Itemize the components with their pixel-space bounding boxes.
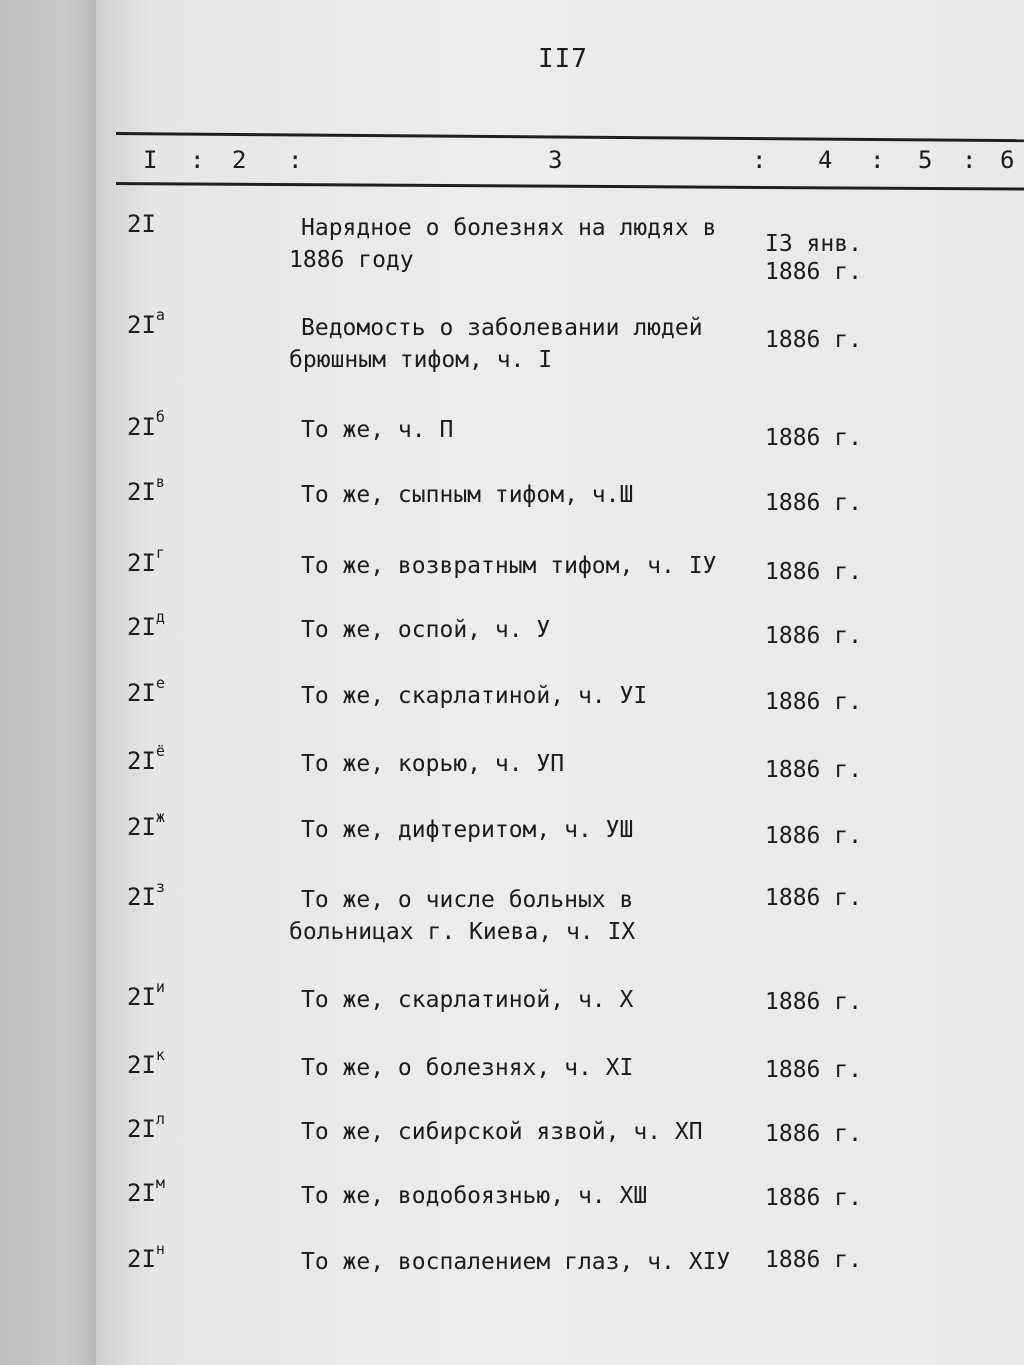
entry-title: То же, оспой, ч. У [301, 617, 551, 643]
entry-number-suffix: а [155, 306, 165, 324]
entry-number: $2I^и$ [127, 978, 165, 1011]
entry-title: То же, скарлатиной, ч. УI [301, 683, 648, 709]
entry-date-year: 1886 г. [765, 490, 862, 516]
entry-title: Нарядное о болезнях на людях в 1886 году [289, 215, 717, 273]
entry-title: То же, корью, ч. УП [301, 751, 565, 777]
header-separator: : [288, 146, 303, 174]
entry-date-year: 1886 г. [765, 1057, 862, 1083]
entry-title: Ведомость о заболевании людей брюшным тифом, ч. I [289, 315, 703, 373]
header-separator: : [752, 146, 767, 174]
entry-number: 2I [127, 210, 156, 238]
entry-date-year: 1886 г. [765, 623, 862, 649]
header-col-5: 5 [918, 146, 933, 174]
entry-number-suffix: в [155, 473, 165, 491]
entry-number-suffix: и [155, 978, 165, 996]
entry-date-year: 1886 г. [765, 259, 862, 285]
entry-number: $2I^ж$ [127, 808, 165, 841]
header-separator: : [962, 146, 977, 174]
entry-title: То же, сыпным тифом, ч.Ш [301, 482, 634, 508]
entry-number-suffix: д [155, 608, 165, 626]
entry-number-suffix: е [155, 674, 165, 692]
entry-number-suffix: з [155, 878, 165, 896]
entry-number: $2I^б$ [127, 408, 165, 441]
entry-number: $2I^а$ [127, 306, 165, 339]
entry-date-year: 1886 г. [765, 1247, 862, 1273]
entry-date-year: 1886 г. [765, 823, 862, 849]
entry-number-suffix: н [155, 1240, 165, 1258]
entry-number: $2I^к$ [127, 1046, 165, 1079]
entry-number: $2I^м$ [127, 1174, 165, 1207]
entry-title: То же, о числе больных в больницах г. Киева, ч. IХ [289, 887, 636, 945]
entry-number-suffix: ж [155, 808, 165, 826]
entry-date-year: 1886 г. [765, 425, 862, 451]
entry-date-year: 1886 г. [765, 885, 862, 911]
entry-date-year: 1886 г. [765, 689, 862, 715]
header-separator: : [870, 146, 885, 174]
entry-date-year: 1886 г. [765, 989, 862, 1015]
entry-date-day: I3 янв. [765, 231, 862, 257]
entry-number-suffix: г [155, 544, 165, 562]
entry-number: $2I^в$ [127, 473, 165, 506]
entry-title: То же, возвратным тифом, ч. IУ [301, 553, 717, 579]
entry-number-suffix: б [155, 408, 165, 426]
entry-number-suffix: л [155, 1110, 165, 1128]
page-number: II7 [538, 44, 588, 74]
entry-date-year: 1886 г. [765, 757, 862, 783]
entry-title: То же, скарлатиной, ч. Х [301, 987, 634, 1013]
entry-title: То же, воспалением глаз, ч. ХIУ [301, 1249, 731, 1275]
entry-date-year: 1886 г. [765, 327, 862, 353]
entry-number: $2I^ё$ [127, 742, 165, 775]
entry-number-suffix: к [155, 1046, 165, 1064]
entry-number: $2I^е$ [127, 674, 165, 707]
entry-date-year: 1886 г. [765, 559, 862, 585]
header-separator: : [190, 146, 205, 174]
header-col-1: I [143, 146, 158, 174]
entry-number-suffix: ё [155, 742, 165, 760]
header-col-6: 6 [1000, 146, 1015, 174]
entry-number-suffix: м [155, 1174, 165, 1192]
entry-title: То же, дифтеритом, ч. УШ [301, 817, 634, 843]
header-col-4: 4 [818, 146, 833, 174]
entry-number: $2I^л$ [127, 1110, 165, 1143]
entry-number: $2I^г$ [127, 544, 165, 577]
entry-date-year: 1886 г. [765, 1121, 862, 1147]
header-col-2: 2 [232, 146, 247, 174]
entry-number: $2I^н$ [127, 1240, 165, 1273]
entry-title: То же, ч. П [301, 417, 454, 443]
entry-title: То же, сибирской язвой, ч. ХП [301, 1119, 703, 1145]
entry-number: $2I^д$ [127, 608, 165, 641]
entry-title: То же, о болезнях, ч. ХI [301, 1055, 634, 1081]
entry-title: То же, водобоязнью, ч. ХШ [301, 1183, 648, 1209]
header-col-3: 3 [548, 146, 563, 174]
entry-date-year: 1886 г. [765, 1185, 862, 1211]
entry-number: $2I^з$ [127, 878, 165, 911]
page-left-margin [0, 0, 96, 1365]
